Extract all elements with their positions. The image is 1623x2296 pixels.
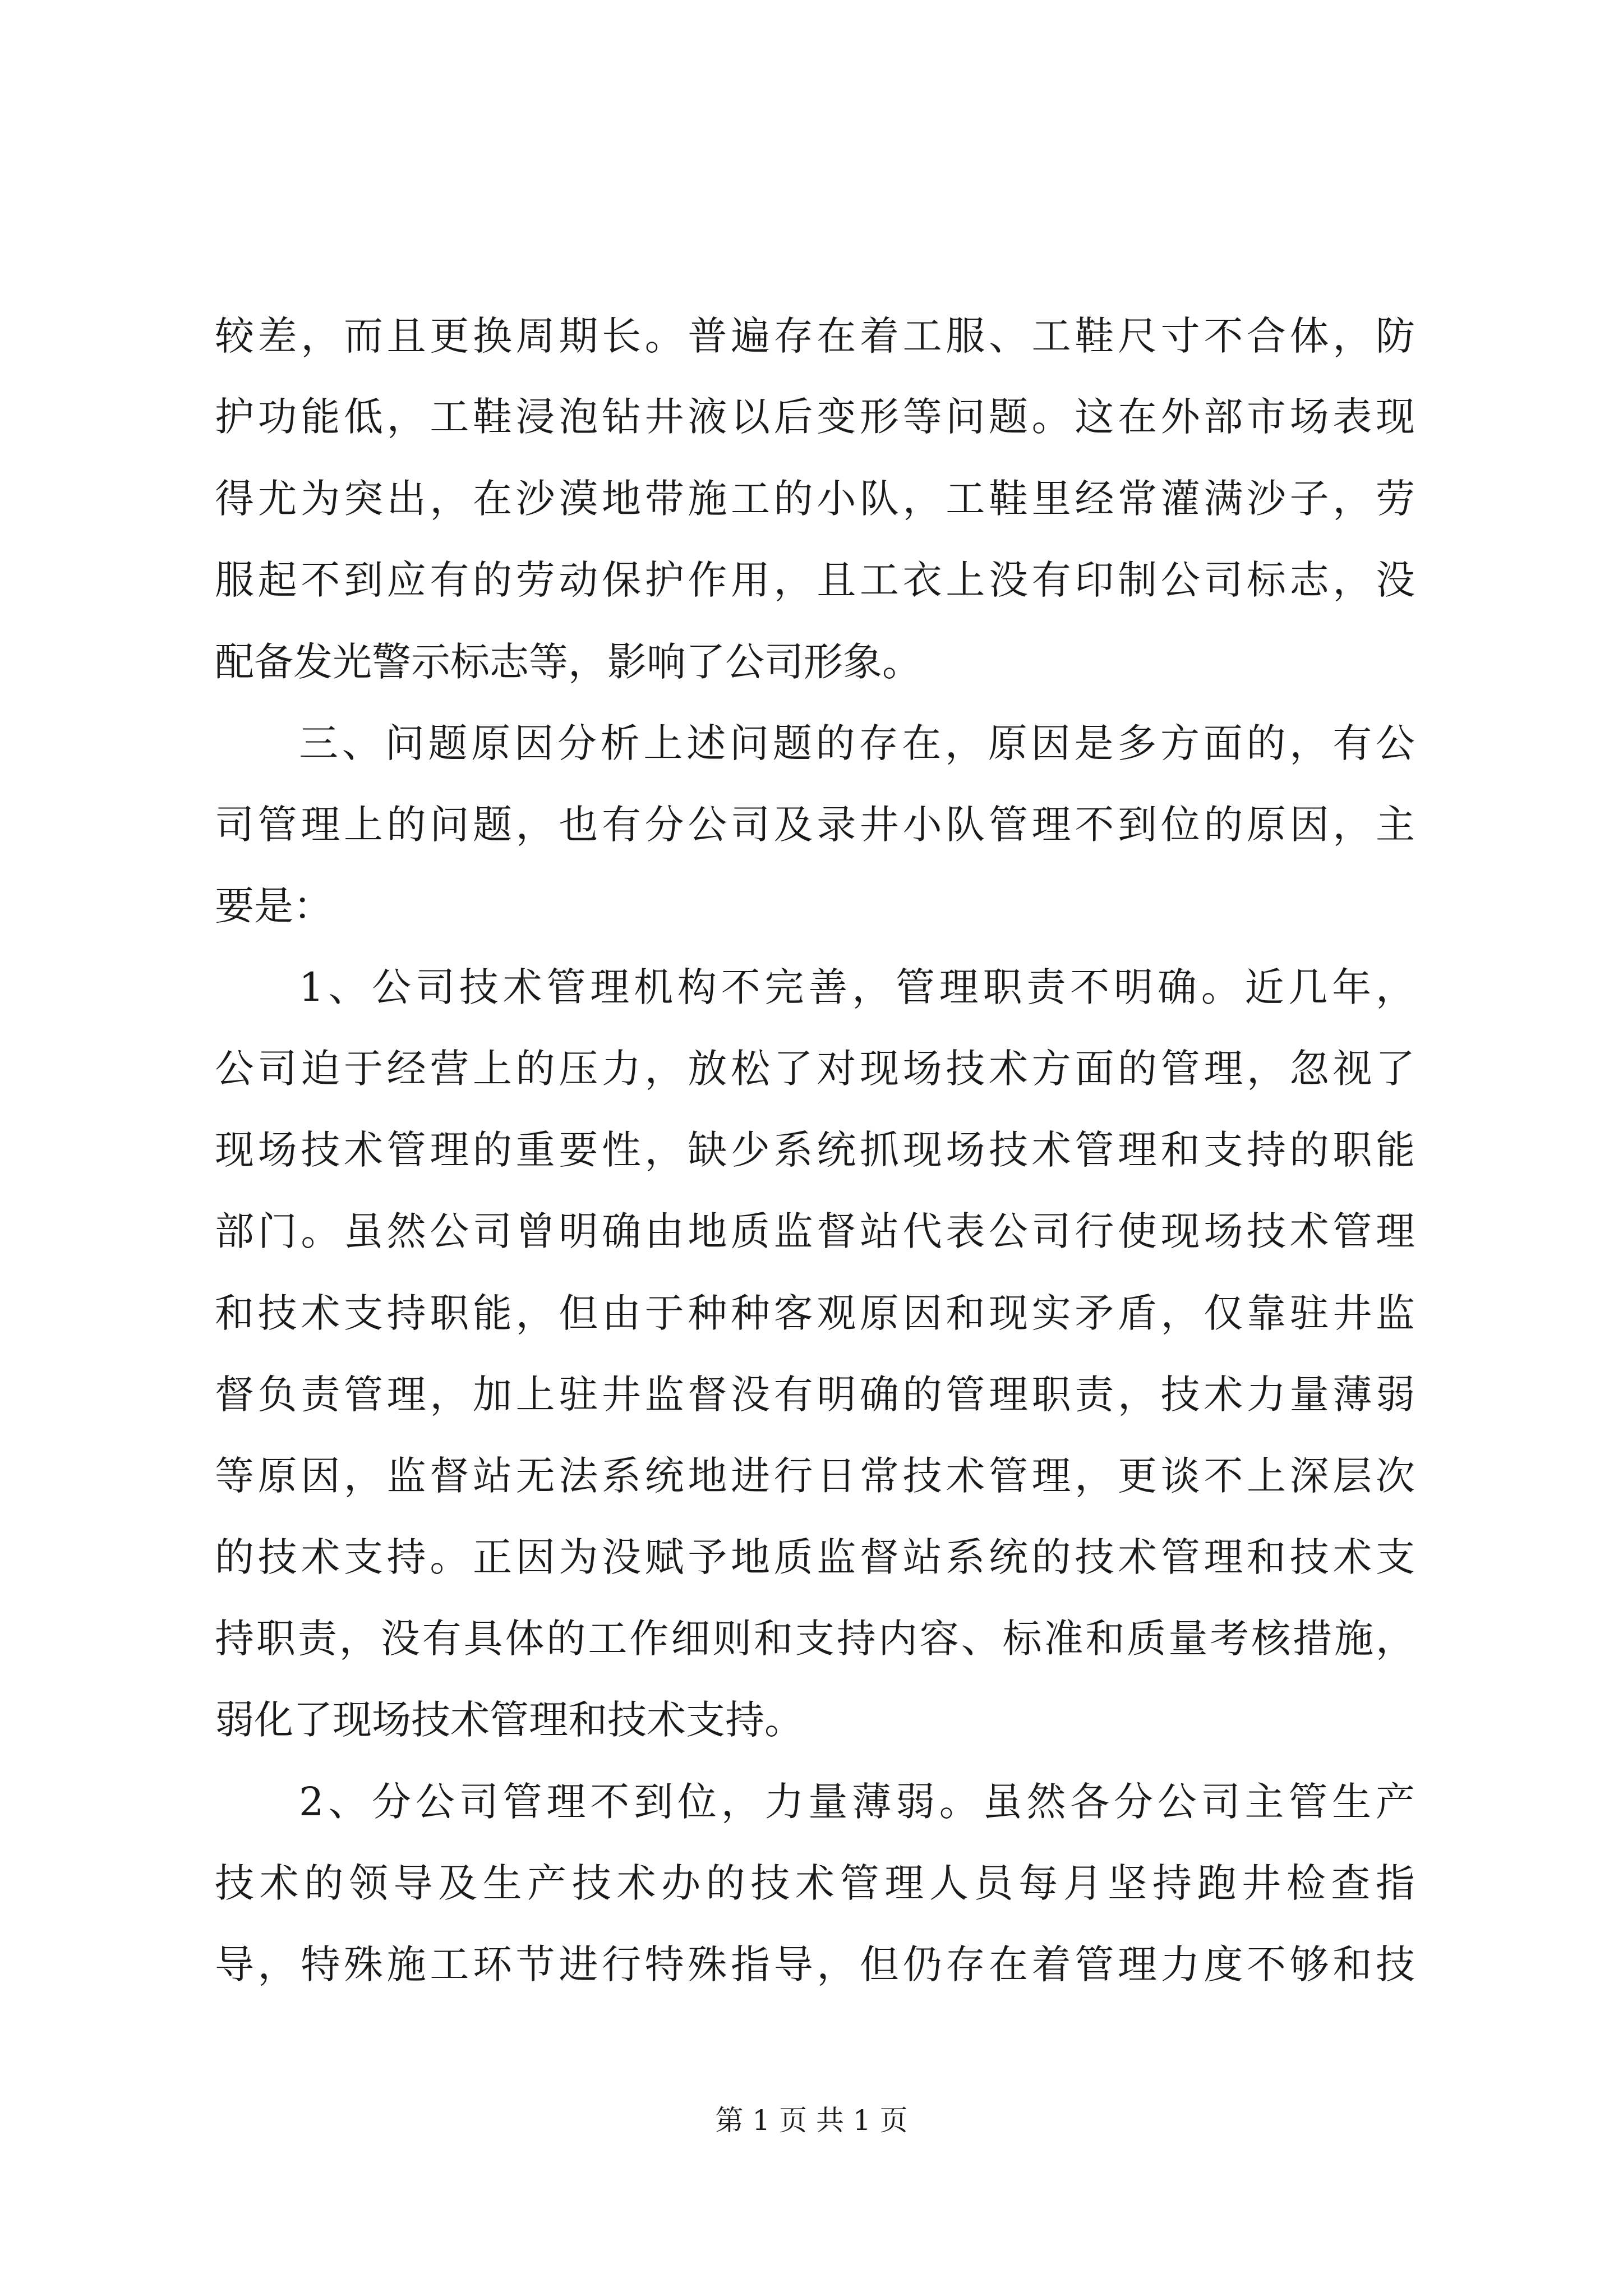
page-footer: 第 1 页 共 1 页 [715,2104,908,2137]
body-text-line: 导，特殊施工环节进行特殊指导，但仍存在着管理力度不够和技 [215,1941,1415,1987]
body-text-line: 的技术支持。正因为没赋予地质监督站系统的技术管理和技术支 [215,1534,1415,1580]
body-text-line: 较差，而且更换周期长。普遍存在着工服、工鞋尺寸不合体，防 [215,313,1415,359]
body-text-line: 现场技术管理的重要性，缺少系统抓现场技术管理和支持的职能 [215,1127,1415,1173]
body-text-line: 得尤为突出，在沙漠地带施工的小队，工鞋里经常灌满沙子，劳 [215,476,1415,522]
body-text-line: 部门。虽然公司曾明确由地质监督站代表公司行使现场技术管理 [215,1208,1415,1254]
numbered-point-line: 1、公司技术管理机构不完善，管理职责不明确。近几年， [299,964,1415,1010]
body-text-line: 配备发光警示标志等，影响了公司形象。 [215,639,921,685]
body-text-line: 公司迫于经营上的压力，放松了对现场技术方面的管理，忽视了 [215,1046,1415,1092]
numbered-point-line: 2、分公司管理不到位，力量薄弱。虽然各分公司主管生产 [299,1779,1415,1825]
body-text-line: 和技术支持职能，但由于种种客观原因和现实矛盾，仅靠驻井监 [215,1290,1415,1336]
body-text-line: 服起不到应有的劳动保护作用，且工衣上没有印制公司标志，没 [215,557,1415,603]
body-text-line: 护功能低，工鞋浸泡钻井液以后变形等问题。这在外部市场表现 [215,394,1415,440]
body-text-line: 弱化了现场技术管理和技术支持。 [215,1697,804,1743]
body-text-line: 督负责管理，加上驻井监督没有明确的管理职责，技术力量薄弱 [215,1372,1415,1418]
body-text-line: 技术的领导及生产技术办的技术管理人员每月坚持跑井检查指 [215,1860,1415,1906]
section-heading-line: 三、问题原因分析上述问题的存在，原因是多方面的，有公 [299,720,1415,766]
body-text-line: 等原因，监督站无法系统地进行日常技术管理，更谈不上深层次 [215,1453,1415,1499]
body-text-line: 持职责，没有具体的工作细则和支持内容、标准和质量考核措施， [215,1616,1415,1662]
body-text-line: 司管理上的问题，也有分公司及录井小队管理不到位的原因，主 [215,802,1415,848]
body-text-line: 要是： [215,883,333,929]
